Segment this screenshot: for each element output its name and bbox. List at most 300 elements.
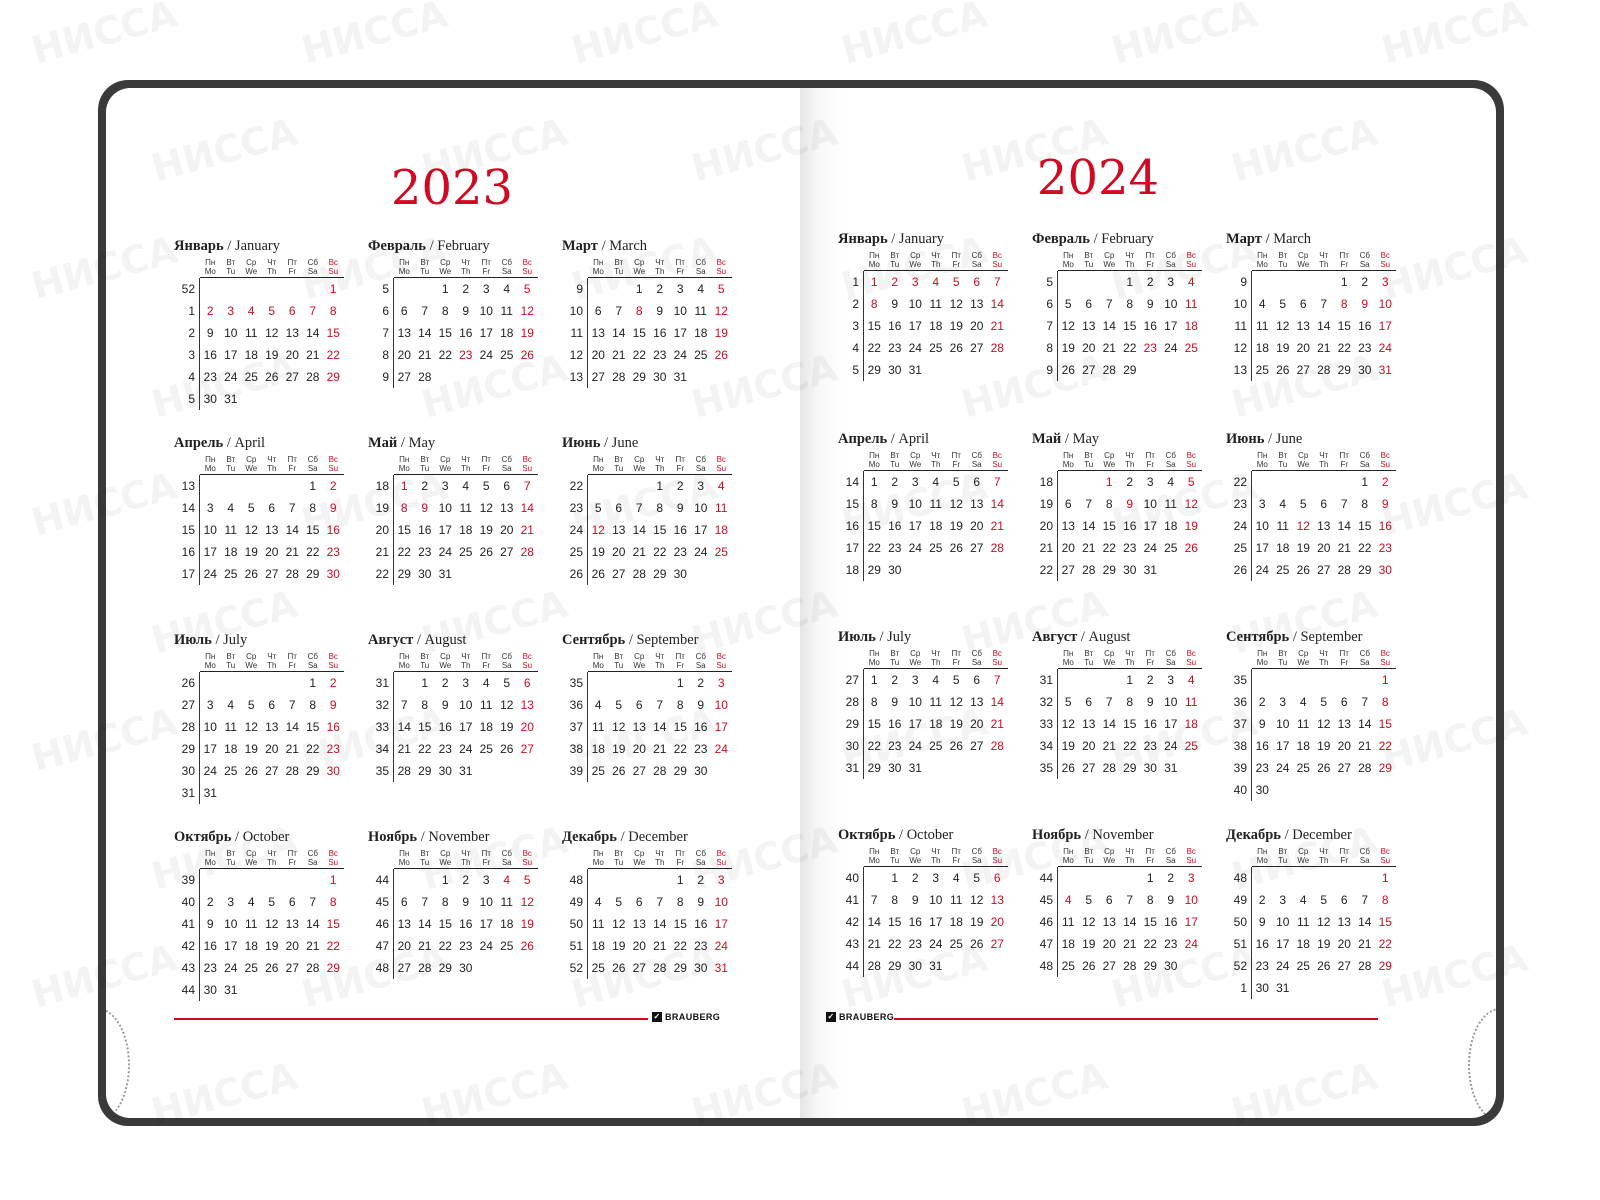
day-cell: 29 [326, 370, 340, 384]
weekday-header [174, 258, 346, 278]
day-cell: 9 [891, 497, 899, 511]
day-cell: 28 [418, 961, 432, 975]
day-cell: 27 [970, 541, 984, 555]
day-cell: 25 [500, 348, 514, 362]
day-cell: 9 [1258, 717, 1266, 731]
weekday-ru: Вс [1380, 649, 1390, 658]
month-name-ru: Декабрь [1226, 827, 1281, 843]
day-cell: 11 [1185, 695, 1198, 709]
weekday-label [200, 258, 221, 278]
weekday-label [394, 652, 415, 672]
day-cell: 24 [1255, 563, 1269, 577]
week-number: 30 [174, 760, 200, 782]
month-separator: / [223, 435, 235, 451]
week-number: 15 [838, 493, 864, 515]
weekday-ru: Вт [890, 251, 900, 260]
day-cell: 1 [891, 871, 899, 885]
day-cell: 25 [591, 764, 605, 778]
day-cell: 3 [1167, 673, 1175, 687]
weekday-label [1140, 847, 1161, 867]
weekday-en: Mo [1256, 460, 1268, 469]
weekday-ru: Пт [481, 849, 491, 858]
watermark-text [1107, 0, 1262, 73]
weekday-en: Fr [952, 856, 961, 865]
day-cell: 31 [438, 567, 452, 581]
week-row [1032, 889, 1204, 911]
weekday-ru: Чт [267, 652, 277, 661]
day-cell: 9 [329, 501, 337, 515]
day-cell: 2 [891, 275, 899, 289]
day-cell: 26 [520, 348, 534, 362]
day-cell: 8 [1105, 497, 1113, 511]
day-cell: 13 [591, 326, 605, 340]
weekday-label [967, 451, 988, 471]
week-number: 9 [1032, 359, 1058, 381]
day-cell: 30 [888, 761, 902, 775]
week-number-spacer [1032, 847, 1058, 867]
day-cell: 10 [694, 501, 708, 515]
day-cell: 24 [203, 567, 217, 581]
day-cell: 14 [1358, 915, 1372, 929]
month-name-ru: Декабрь [562, 829, 617, 845]
day-cell: 20 [970, 519, 984, 533]
month-separator: / [887, 231, 899, 247]
month-title [838, 231, 1010, 251]
week-number: 49 [1226, 889, 1252, 911]
weekday-en: We [1297, 260, 1310, 269]
weekday-label [221, 258, 242, 278]
month-name-en: December [628, 829, 688, 845]
week-row [174, 388, 346, 410]
week-number: 18 [838, 559, 864, 581]
weekday-en: We [1297, 856, 1310, 865]
week-row [368, 541, 540, 563]
day-cell: 16 [418, 523, 432, 537]
week-row [838, 911, 1010, 933]
weekday-ru: Чт [1125, 649, 1135, 658]
day-cell: 22 [326, 348, 340, 362]
month-name-en: May [1072, 431, 1100, 447]
weekday-en: Sa [1359, 460, 1370, 469]
day-cell: 23 [1143, 739, 1157, 753]
day-cell: 10 [929, 893, 943, 907]
month-title [562, 632, 734, 652]
day-cell: 24 [714, 742, 728, 756]
day-cell: 21 [990, 319, 1004, 333]
weekday-label [711, 455, 732, 475]
day-cell: 15 [1102, 519, 1116, 533]
weekday-label [670, 849, 691, 869]
day-cell: 5 [247, 698, 255, 712]
weekday-en: We [245, 267, 258, 276]
week-number-spacer [1226, 649, 1252, 669]
day-cell: 17 [1184, 915, 1198, 929]
day-cell: 24 [224, 961, 238, 975]
day-cell: 27 [500, 545, 514, 559]
day-cell: 19 [1184, 519, 1198, 533]
weekday-ru: Чт [267, 455, 277, 464]
day-cell: 21 [520, 523, 534, 537]
day-cell: 25 [224, 567, 238, 581]
month-title [1032, 431, 1204, 451]
week-row [368, 913, 540, 935]
weekday-label [987, 451, 1008, 471]
week-row [1032, 559, 1204, 581]
day-cell: 17 [203, 742, 217, 756]
day-cell: 8 [1361, 497, 1369, 511]
day-cell: 29 [867, 363, 881, 377]
weekday-ru: Вс [1186, 251, 1196, 260]
month-separator: / [1289, 629, 1301, 645]
weekday-en: Sa [971, 260, 982, 269]
week-row [1032, 271, 1204, 293]
day-cell: 21 [990, 717, 1004, 731]
week-number: 28 [838, 691, 864, 713]
week-row [1032, 669, 1204, 691]
weekday-ru: Ср [440, 652, 451, 661]
weekday-ru: Сб [501, 258, 512, 267]
day-cell: 8 [870, 695, 878, 709]
day-cell: 11 [950, 893, 963, 907]
day-cell: 5 [1064, 297, 1072, 311]
week-row [1226, 955, 1398, 977]
week-row [1226, 315, 1398, 337]
day-cell: 19 [1276, 341, 1290, 355]
weekday-label [1181, 847, 1202, 867]
day-cell: 11 [1276, 519, 1289, 533]
day-cell: 8 [1126, 297, 1134, 311]
day-cell: 6 [268, 698, 276, 712]
day-cell: 11 [1297, 717, 1310, 731]
weekday-ru: Сб [1359, 649, 1370, 658]
weekday-ru: Сб [307, 258, 318, 267]
day-cell: 7 [1361, 695, 1369, 709]
day-cell: 29 [888, 959, 902, 973]
day-cell: 14 [632, 523, 646, 537]
week-row [174, 322, 346, 344]
week-row [562, 563, 734, 585]
weekday-header [562, 652, 734, 672]
day-cell: 1 [870, 475, 878, 489]
day-cell: 3 [697, 479, 705, 493]
week-number: 42 [174, 935, 200, 957]
day-cell: 14 [520, 501, 534, 515]
weekday-label [670, 258, 691, 278]
day-cell: 23 [908, 937, 922, 951]
week-number-spacer [562, 652, 588, 672]
week-number-spacer [562, 455, 588, 475]
weekday-en: Mo [1256, 260, 1268, 269]
day-cell: 12 [1317, 915, 1331, 929]
day-cell: 10 [673, 304, 687, 318]
day-cell: 5 [523, 282, 531, 296]
week-row [174, 957, 346, 979]
month-name-en: January [234, 238, 281, 254]
day-cell: 9 [441, 698, 449, 712]
day-cell: 12 [949, 497, 963, 511]
day-cell: 3 [717, 873, 725, 887]
weekday-en: We [1103, 460, 1116, 469]
month-name-en: April [234, 435, 266, 451]
weekday-label [1334, 251, 1355, 271]
day-cell: 30 [326, 567, 340, 581]
day-cell: 9 [329, 698, 337, 712]
weekday-en: Th [931, 856, 941, 865]
day-cell: 15 [306, 720, 320, 734]
week-number: 22 [1032, 559, 1058, 581]
weekday-ru: Ср [910, 649, 921, 658]
week-number: 51 [562, 935, 588, 957]
week-row [174, 869, 346, 891]
weekday-ru: Сб [971, 847, 982, 856]
week-row [1226, 471, 1398, 493]
day-cell: 28 [306, 370, 320, 384]
day-cell: 2 [1146, 275, 1154, 289]
weekday-ru: Вс [1380, 451, 1390, 460]
weekday-ru: Ср [1298, 649, 1309, 658]
day-cell: 1 [1126, 275, 1134, 289]
weekday-en: Th [461, 464, 471, 473]
month-separator: / [413, 632, 425, 648]
weekday-label [456, 455, 477, 475]
brand-check-icon: ✓ [827, 1012, 835, 1021]
day-cell: 6 [993, 871, 1001, 885]
weekday-label [885, 847, 906, 867]
day-cell: 24 [479, 348, 493, 362]
day-cell: 7 [615, 304, 623, 318]
weekday-ru: Вт [226, 652, 236, 661]
month-name-en: February [437, 238, 490, 254]
day-cell: 17 [929, 915, 943, 929]
weekday-ru: Вс [328, 455, 338, 464]
week-number: 23 [1226, 493, 1252, 515]
day-cell: 30 [326, 764, 340, 778]
day-cell: 28 [397, 764, 411, 778]
week-row [1226, 779, 1398, 801]
watermark-text [27, 0, 182, 73]
week-number: 45 [1032, 889, 1058, 911]
watermark-text [297, 0, 452, 73]
week-row [562, 913, 734, 935]
day-cell: 7 [309, 304, 317, 318]
weekday-label [1293, 251, 1314, 271]
week-row [838, 493, 1010, 515]
day-cell: 7 [870, 893, 878, 907]
weekday-label [1058, 847, 1079, 867]
day-cell: 6 [288, 304, 296, 318]
weekday-en: Tu [226, 464, 236, 473]
day-cell: 12 [1061, 717, 1075, 731]
weekday-ru: Чт [931, 251, 941, 260]
day-cell: 1 [676, 873, 684, 887]
day-cell: 26 [1276, 363, 1290, 377]
day-cell: 14 [306, 917, 320, 931]
day-cell: 5 [523, 873, 531, 887]
day-cell: 13 [1061, 519, 1075, 533]
day-cell: 27 [990, 937, 1004, 951]
day-cell: 25 [714, 545, 728, 559]
weekday-ru: Ср [440, 849, 451, 858]
day-cell: 14 [1337, 519, 1351, 533]
day-cell: 14 [1317, 319, 1331, 333]
weekday-label [415, 652, 436, 672]
day-cell: 22 [1358, 541, 1372, 555]
weekday-en: Mo [868, 260, 880, 269]
day-cell: 15 [1143, 915, 1157, 929]
month-block [174, 829, 346, 1001]
day-cell: 29 [306, 764, 320, 778]
weekday-label [946, 451, 967, 471]
day-cell: 23 [888, 739, 902, 753]
day-cell: 3 [1187, 871, 1195, 885]
weekday-ru: Вс [328, 652, 338, 661]
day-cell: 14 [397, 720, 411, 734]
day-cell: 27 [1296, 363, 1310, 377]
day-cell: 29 [1102, 563, 1116, 577]
month-name-ru: Май [1032, 431, 1062, 447]
day-cell: 21 [1358, 739, 1372, 753]
month-separator: / [616, 829, 629, 845]
day-cell: 16 [694, 720, 708, 734]
weekday-label [1058, 251, 1079, 271]
month-separator: / [600, 435, 612, 451]
month-title [1226, 431, 1398, 451]
day-cell: 23 [459, 348, 473, 362]
day-cell: 2 [462, 873, 470, 887]
week-row [174, 344, 346, 366]
weekday-label [200, 455, 221, 475]
day-cell: 25 [1164, 541, 1178, 555]
day-cell: 26 [949, 739, 963, 753]
weekday-ru: Вс [716, 258, 726, 267]
day-cell: 7 [635, 501, 643, 515]
weekday-ru: Вс [716, 652, 726, 661]
weekday-en: We [909, 260, 922, 269]
weekday-ru: Пт [287, 849, 297, 858]
day-cell: 20 [990, 915, 1004, 929]
week-number-spacer [562, 849, 588, 869]
weekday-label [609, 258, 630, 278]
brand-name: BRAUBERG [839, 1012, 895, 1022]
week-number: 23 [562, 497, 588, 519]
weekday-en: Th [1125, 658, 1135, 667]
weekday-label [588, 652, 609, 672]
day-cell: 26 [1061, 363, 1075, 377]
weekday-en: Mo [398, 464, 410, 473]
day-cell: 10 [459, 698, 473, 712]
week-row [174, 935, 346, 957]
day-cell: 16 [653, 326, 667, 340]
day-cell: 18 [1184, 717, 1198, 731]
week-row [838, 559, 1010, 581]
day-cell: 4 [932, 275, 940, 289]
weekday-en: We [245, 464, 258, 473]
week-number: 24 [562, 519, 588, 541]
weekday-ru: Чт [1319, 251, 1329, 260]
weekday-en: Sa [1359, 260, 1370, 269]
day-cell: 10 [1164, 695, 1178, 709]
day-cell: 19 [244, 545, 258, 559]
week-row [1226, 713, 1398, 735]
day-cell: 18 [1296, 739, 1310, 753]
week-number-spacer [368, 652, 394, 672]
day-cell: 25 [1184, 341, 1198, 355]
day-cell: 13 [1296, 319, 1310, 333]
day-cell: 12 [244, 523, 258, 537]
weekday-label [1314, 451, 1335, 471]
week-number: 30 [838, 735, 864, 757]
weekday-label [1058, 649, 1079, 669]
week-row [1032, 493, 1204, 515]
weekday-ru: Вс [1380, 847, 1390, 856]
day-cell: 26 [714, 348, 728, 362]
day-cell: 11 [694, 304, 707, 318]
weekday-en: Fr [1146, 260, 1155, 269]
week-number: 35 [562, 672, 588, 694]
day-cell: 21 [1123, 937, 1137, 951]
weekday-ru: Вт [420, 652, 430, 661]
weekday-en: Fr [1146, 460, 1155, 469]
week-number: 44 [174, 979, 200, 1001]
week-row [1226, 293, 1398, 315]
day-cell: 9 [1258, 915, 1266, 929]
day-cell: 8 [400, 501, 408, 515]
day-cell: 19 [714, 326, 728, 340]
week-number: 41 [838, 889, 864, 911]
month-separator: / [1081, 827, 1093, 843]
weekday-header [1032, 251, 1204, 271]
day-cell: 23 [1123, 541, 1137, 555]
day-cell: 26 [265, 961, 279, 975]
day-cell: 1 [1105, 475, 1113, 489]
weekday-en: We [909, 460, 922, 469]
day-cell: 23 [673, 545, 687, 559]
weekday-ru: Вт [1084, 251, 1094, 260]
week-row [368, 738, 540, 760]
month-name-ru: Июнь [562, 435, 601, 451]
weekday-ru: Вт [1084, 451, 1094, 460]
day-cell: 29 [867, 761, 881, 775]
week-number: 9 [368, 366, 394, 388]
day-cell: 11 [929, 695, 942, 709]
week-number: 32 [1032, 691, 1058, 713]
weekday-ru: Вт [614, 849, 624, 858]
day-cell: 6 [400, 304, 408, 318]
month-name-ru: Апрель [838, 431, 888, 447]
weekday-label [517, 258, 538, 278]
day-cell: 8 [309, 698, 317, 712]
day-cell: 24 [714, 939, 728, 953]
day-cell: 9 [462, 895, 470, 909]
day-cell: 1 [1381, 871, 1389, 885]
weekday-en: Fr [288, 464, 297, 473]
day-cell: 4 [227, 501, 235, 515]
weekday-ru: Сб [501, 455, 512, 464]
day-cell: 10 [1255, 519, 1269, 533]
weekday-ru: Ср [246, 849, 257, 858]
weekday-en: Su [716, 267, 727, 276]
weekday-ru: Чт [267, 849, 277, 858]
month-block [562, 435, 734, 585]
day-cell: 17 [1276, 739, 1290, 753]
day-cell: 15 [1378, 915, 1392, 929]
day-cell: 23 [438, 742, 452, 756]
weekday-en: Mo [1062, 460, 1074, 469]
weekday-ru: Вс [1186, 847, 1196, 856]
weekday-ru: Пн [1063, 451, 1074, 460]
day-cell: 29 [1378, 959, 1392, 973]
month-block [838, 827, 1010, 977]
